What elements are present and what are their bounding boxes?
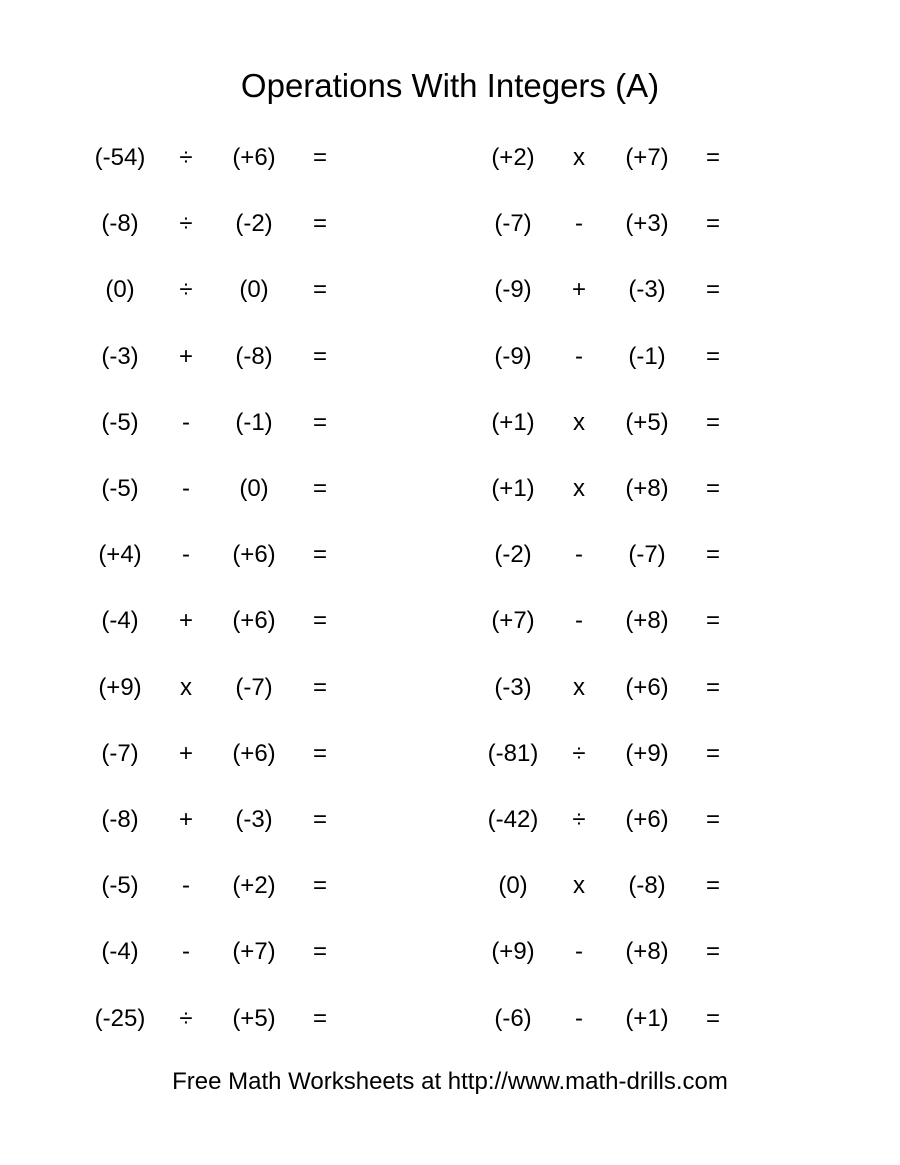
second-operand: (+7): [232, 938, 276, 966]
equals-sign: =: [705, 276, 720, 304]
first-operand: (-6): [494, 1004, 532, 1032]
operator-symbol: -: [182, 872, 190, 900]
second-operand: (-8): [628, 872, 666, 900]
first-operand: (-2): [494, 541, 532, 569]
equals-sign: =: [705, 144, 720, 171]
second-operand: (+6): [625, 673, 669, 701]
problem-row: [0, 737, 327, 771]
second-operand: (-3): [628, 276, 666, 304]
equals-sign: =: [705, 1004, 720, 1032]
problem-row: [393, 273, 720, 307]
problem-row: [393, 141, 720, 175]
second-operand: (+7): [625, 144, 669, 171]
second-operand: (+6): [232, 541, 276, 569]
operator-symbol: -: [575, 342, 583, 370]
problem-row: [0, 538, 327, 572]
second-operand: (+1): [625, 1004, 669, 1032]
problem-row: [0, 406, 327, 440]
second-operand: (-1): [628, 342, 666, 370]
problem-row: [393, 803, 720, 837]
problem-column-left: [0, 0, 327, 1165]
second-operand: (+6): [232, 144, 276, 171]
second-operand: (+8): [625, 607, 669, 635]
first-operand: (-81): [487, 739, 539, 767]
first-operand: (-25): [94, 1004, 146, 1032]
operator-symbol: x: [573, 673, 585, 701]
problem-row: [393, 671, 720, 705]
first-operand: (-4): [101, 938, 139, 966]
operator-symbol: -: [182, 938, 190, 966]
second-operand: (+3): [625, 210, 669, 238]
footer-text: Free Math Worksheets at http://www.math-drills.com: [172, 1068, 728, 1095]
equals-sign: =: [705, 541, 720, 569]
operator-symbol: -: [575, 607, 583, 635]
worksheet-title: Operations With Integers (A): [240, 67, 660, 104]
problem-row: [0, 604, 327, 638]
equals-sign: =: [312, 673, 327, 701]
second-operand: (+6): [232, 607, 276, 635]
problem-row: [0, 340, 327, 374]
problem-row: [393, 935, 720, 969]
problem-row: [393, 737, 720, 771]
equals-sign: =: [312, 144, 327, 171]
problem-row: [393, 406, 720, 440]
operator-symbol: +: [178, 806, 193, 833]
operator-symbol: -: [575, 210, 583, 238]
first-operand: (-8): [101, 806, 139, 833]
first-operand: (+7): [491, 607, 535, 635]
first-operand: (-8): [101, 210, 139, 238]
first-operand: (0): [105, 276, 135, 304]
problem-row: [0, 273, 327, 307]
equals-sign: =: [312, 342, 327, 370]
problem-row: [0, 869, 327, 903]
operator-symbol: +: [178, 607, 193, 635]
first-operand: (-7): [101, 739, 139, 767]
second-operand: (-2): [235, 210, 273, 238]
operator-symbol: -: [182, 408, 190, 436]
second-operand: (-7): [628, 541, 666, 569]
operator-symbol: ÷: [572, 739, 586, 767]
equals-sign: =: [312, 475, 327, 502]
equals-sign: =: [312, 408, 327, 436]
equals-sign: =: [705, 607, 720, 635]
operator-symbol: -: [182, 541, 190, 569]
operator-symbol: x: [180, 673, 192, 701]
problem-row: [393, 538, 720, 572]
equals-sign: =: [705, 739, 720, 767]
operator-symbol: -: [575, 1004, 583, 1032]
first-operand: (-5): [101, 408, 139, 436]
equals-sign: =: [705, 938, 720, 966]
problem-row: [0, 803, 327, 837]
equals-sign: =: [312, 938, 327, 966]
problem-row: [0, 207, 327, 241]
first-operand: (-42): [487, 806, 539, 833]
first-operand: (-7): [494, 210, 532, 238]
operator-symbol: x: [573, 475, 585, 502]
equals-sign: =: [312, 872, 327, 900]
second-operand: (+6): [625, 806, 669, 833]
operator-symbol: +: [571, 276, 586, 304]
first-operand: (-5): [101, 475, 139, 502]
equals-sign: =: [705, 210, 720, 238]
operator-symbol: +: [178, 739, 193, 767]
operator-symbol: ÷: [179, 1004, 193, 1032]
second-operand: (+8): [625, 475, 669, 502]
problem-row: [0, 141, 327, 175]
second-operand: (+9): [625, 739, 669, 767]
problem-row: [393, 472, 720, 506]
operator-symbol: -: [575, 938, 583, 966]
problem-row: [0, 935, 327, 969]
second-operand: (-8): [235, 342, 273, 370]
equals-sign: =: [705, 342, 720, 370]
equals-sign: =: [312, 541, 327, 569]
operator-symbol: ÷: [572, 806, 586, 833]
first-operand: (+4): [98, 541, 142, 569]
second-operand: (+5): [232, 1004, 276, 1032]
second-operand: (+2): [232, 872, 276, 900]
operator-symbol: +: [178, 342, 193, 370]
equals-sign: =: [705, 872, 720, 900]
operator-symbol: ÷: [179, 210, 193, 238]
equals-sign: =: [705, 408, 720, 436]
operator-symbol: ÷: [179, 276, 193, 304]
second-operand: (+5): [625, 408, 669, 436]
first-operand: (-4): [101, 607, 139, 635]
equals-sign: =: [312, 210, 327, 238]
first-operand: (-5): [101, 872, 139, 900]
equals-sign: =: [312, 607, 327, 635]
first-operand: (+1): [491, 408, 535, 436]
problem-row: [393, 1002, 720, 1036]
operator-symbol: ÷: [179, 144, 193, 171]
second-operand: (-1): [235, 408, 273, 436]
first-operand: (+2): [491, 144, 535, 171]
second-operand: (0): [239, 475, 269, 502]
second-operand: (-3): [235, 806, 273, 833]
second-operand: (0): [239, 276, 269, 304]
operator-symbol: -: [575, 541, 583, 569]
first-operand: (-54): [94, 144, 146, 171]
second-operand: (+6): [232, 739, 276, 767]
operator-symbol: x: [573, 872, 585, 900]
equals-sign: =: [312, 1004, 327, 1032]
problem-row: [393, 869, 720, 903]
equals-sign: =: [312, 806, 327, 833]
operator-symbol: x: [573, 144, 585, 171]
equals-sign: =: [705, 475, 720, 502]
second-operand: (-7): [235, 673, 273, 701]
equals-sign: =: [312, 739, 327, 767]
problem-row: [393, 207, 720, 241]
equals-sign: =: [705, 673, 720, 701]
first-operand: (-9): [494, 342, 532, 370]
problem-column-right: [393, 0, 720, 1165]
problem-row: [393, 604, 720, 638]
operator-symbol: -: [182, 475, 190, 502]
first-operand: (+9): [98, 673, 142, 701]
first-operand: (+9): [491, 938, 535, 966]
problem-row: [393, 340, 720, 374]
equals-sign: =: [705, 806, 720, 833]
second-operand: (+8): [625, 938, 669, 966]
first-operand: (0): [498, 872, 528, 900]
first-operand: (-3): [101, 342, 139, 370]
problem-row: [0, 472, 327, 506]
first-operand: (-9): [494, 276, 532, 304]
problem-row: [0, 1002, 327, 1036]
problem-row: [0, 671, 327, 705]
first-operand: (-3): [494, 673, 532, 701]
equals-sign: =: [312, 276, 327, 304]
operator-symbol: x: [573, 408, 585, 436]
first-operand: (+1): [491, 475, 535, 502]
